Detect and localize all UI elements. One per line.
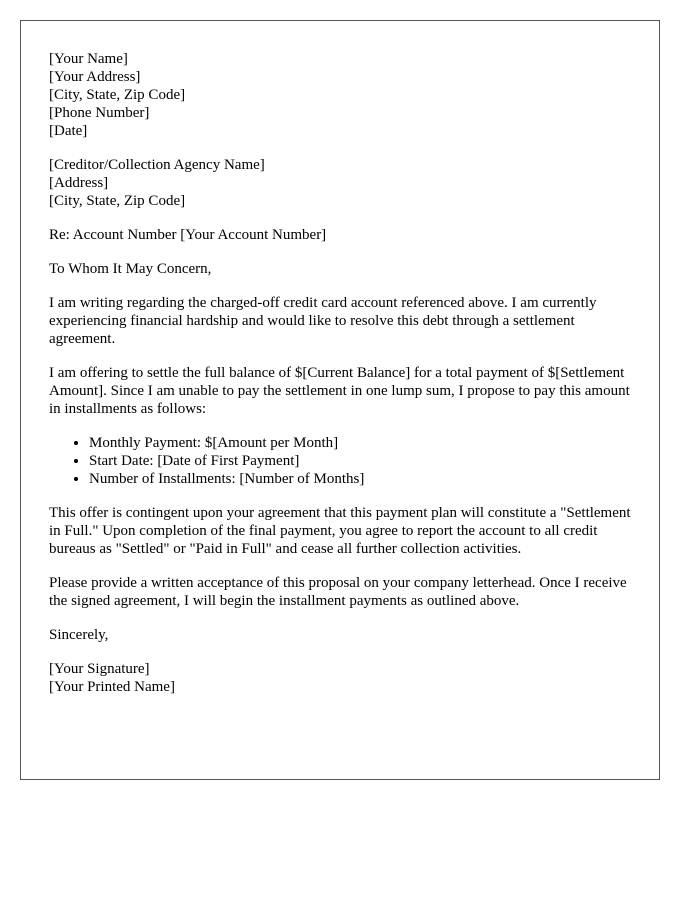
sender-phone: [Phone Number]: [49, 105, 150, 121]
body-paragraph: I am writing regarding the charged-off credit card account referenced above. I am currently experiencing financial hardship and would like to resolve this debt through a settlement agreement.: [49, 295, 597, 347]
recipient-city-state-zip: [City, State, Zip Code]: [49, 193, 186, 209]
body-paragraph: This offer is contingent upon your agreement that this payment plan will constitute a "Settlement in Full." Upon completion of the final payment, you agree to report the account to all credit bureaus as "Settled" or "Paid in Full" and cease all further collection activities.: [49, 505, 631, 557]
closing: Sincerely,: [49, 627, 109, 643]
signature-block: [49, 660, 631, 696]
subject-line: Re: Account Number [Your Account Number]: [49, 227, 327, 243]
sender-name: [Your Name]: [49, 51, 128, 67]
letter-page: [20, 20, 660, 780]
sender-city-state-zip: [City, State, Zip Code]: [49, 87, 186, 103]
list-item: • Start Date: [Date of First Payment]: [89, 452, 631, 470]
list-item: • Number of Installments: [Number of Months]: [89, 470, 631, 488]
installment-list: [49, 434, 631, 488]
body-paragraph: I am offering to settle the full balance of $[Current Balance] for a total payment of $[Settlement Amount]. Since I am unable to pay the settlement in one lump sum, I propose to pay this amount in installments as follows:: [49, 365, 630, 417]
body-paragraph: Please provide a written acceptance of this proposal on your company letterhead. Once I receive the signed agreement, I will begin the installment payments as outlined above.: [49, 575, 627, 609]
list-item: • Monthly Payment: $[Amount per Month]: [89, 434, 631, 452]
sender-address: [Your Address]: [49, 69, 141, 85]
sender-address-block: [49, 50, 631, 140]
printed-name: [Your Printed Name]: [49, 679, 175, 695]
recipient-address: [Address]: [49, 175, 109, 191]
letter-date: [Date]: [49, 123, 88, 139]
recipient-name: [Creditor/Collection Agency Name]: [49, 157, 265, 173]
recipient-address-block: [49, 156, 631, 210]
signature-line: [Your Signature]: [49, 661, 150, 677]
salutation: To Whom It May Concern,: [49, 261, 212, 277]
